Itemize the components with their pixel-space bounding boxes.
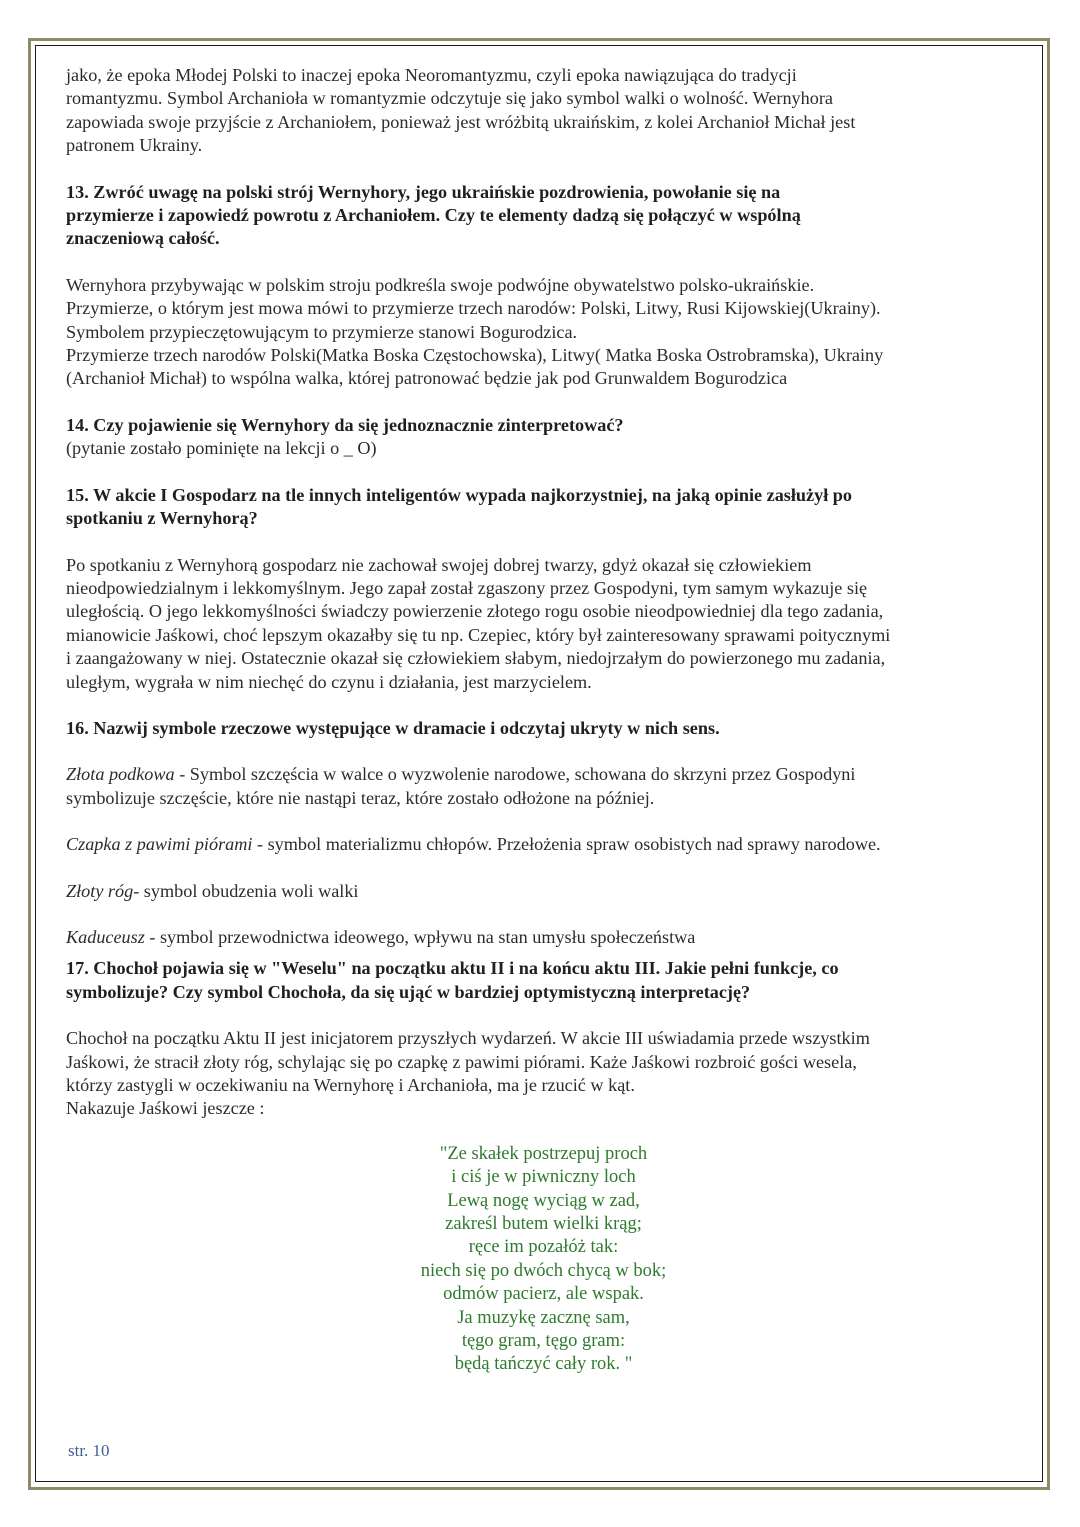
poem-line: niech się po dwóch chycą w bok; — [420, 1260, 667, 1281]
poem-line: Lewą nogę wyciąg w zad, — [447, 1190, 640, 1211]
text-line: zapowiada swoje przyjście z Archaniołem, ponieważ jest wróżbitą ukraińskim, z kolei Archanioł Michał jest — [66, 111, 856, 132]
text-line: mianowicie Jaśkowi, choć lepszym okazałby się tu np. Czepiec, który był zainteresowany sprawami poitycznymi — [66, 624, 891, 645]
text-line — [66, 763, 1021, 786]
question-line: symbolizuje? Czy symbol Chochoła, da się ująć w bardziej optymistyczną interpretację? — [66, 981, 751, 1002]
text-line — [66, 926, 1021, 949]
symbol-desc: - Symbol szczęścia w walce o wyzwolenie narodowe, schowana do skrzyni przez Gospodyni — [174, 764, 856, 785]
text-line — [66, 833, 1021, 856]
question-line: spotkaniu z Wernyhorą? — [66, 508, 258, 529]
text-line: którzy zastygli w oczekiwaniu na Wernyhorę i Archanioła, ma je rzucić w kąt. — [66, 1075, 635, 1095]
text-line: symbolizuje szczęście, które nie nastąpi teraz, które zostało odłożone na później. — [66, 787, 655, 808]
text-line: Wernyhora przybywając w polskim stroju podkreśla swoje podwójne obywatelstwo polsko-ukraińskie. — [66, 274, 815, 295]
symbol-item — [66, 880, 1021, 903]
text-line: Nakazuje Jaśkowi jeszcze : — [66, 1098, 265, 1119]
text-line: patronem Ukrainy. — [66, 135, 203, 156]
symbol-term: Złota podkowa — [66, 764, 175, 785]
question-line: znaczeniową całość. — [66, 228, 220, 249]
text-line — [66, 880, 1021, 903]
question-14-note: (pytanie zostało pominięte na lekcji o _ O) — [66, 438, 377, 459]
text-line: romantyzmu. Symbol Archanioła w romantyzmie odczytuje się jako symbol walki o wolność. Wernyhora — [66, 88, 833, 109]
text-line: Przymierze trzech narodów Polski(Matka Boska Częstochowska), Litwy( Matka Boska Ostrobramska), Ukrainy — [66, 345, 884, 366]
question-line: przymierze i zapowiedź powrotu z Archaniołem. Czy te elementy dadzą się połączyć w wspólną — [66, 205, 801, 226]
symbol-desc: - symbol materializmu chłopów. Przełożenia spraw osobistych nad sprawy narodowe. — [252, 834, 881, 855]
answer-13 — [66, 274, 1021, 391]
page-number: str. 10 — [68, 1441, 110, 1460]
question-16: 16. Nazwij symbole rzeczowe występujące w dramacie i odczytaj ukryty w nich sens. — [66, 717, 720, 738]
poem-line: zakreśl butem wielki krąg; — [445, 1214, 642, 1235]
text-line: uległym, wygrała w nim niechęć do czynu i działania, jest marzycielem. — [66, 671, 592, 692]
poem-line: odmów pacierz, ale wspak. — [443, 1284, 644, 1305]
document-body — [66, 64, 1021, 1377]
intro-paragraph — [66, 64, 1021, 158]
symbol-item — [66, 926, 1021, 949]
text-line: Chochoł na początku Aktu II jest inicjatorem przyszłych wydarzeń. W akcie III uświadamia przede wszystkim — [66, 1028, 870, 1049]
poem-line: ręce im pozałóż tak: — [468, 1237, 619, 1258]
poem-line: i ciś je w piwniczny loch — [451, 1167, 636, 1188]
question-14: 14. Czy pojawienie się Wernyhory da się jednoznacznie zinterpretować? — [66, 414, 624, 435]
answer-17 — [66, 1027, 1021, 1121]
symbol-item — [66, 763, 1021, 810]
text-line: Jaśkowi, że stracił złoty róg, schylając się po czapkę z pawimi piórami. Każe Jaśkowi rozbroić gości wesela, — [66, 1051, 857, 1072]
symbol-term: Złoty róg — [66, 880, 134, 901]
poem-line: Ja muzykę zacznę sam, — [457, 1307, 630, 1328]
symbol-term: Kaduceusz — [66, 926, 145, 947]
poem-line: "Ze skałek postrzepuj proch — [439, 1143, 648, 1164]
symbol-desc: - symbol obudzenia woli walki — [133, 880, 359, 901]
text-line: jako, że epoka Młodej Polski to inaczej epoka Neoromantyzmu, czyli epoka nawiązująca do tradycji — [66, 65, 797, 85]
poem-line: tęgo gram, tęgo gram: — [461, 1331, 626, 1352]
question-line: 17. Chochoł pojawia się w "Weselu" na początku aktu II i na końcu aktu III. Jakie pełni funkcje, co — [66, 958, 839, 979]
text-line: Po spotkaniu z Wernyhorą gospodarz nie zachował swojej dobrej twarzy, gdyż okazał się człowiekiem — [66, 554, 812, 575]
question-line: 15. W akcie I Gospodarz na tle innych inteligentów wypada najkorzystniej, na jaką opinie zasłużył po — [66, 484, 853, 505]
symbol-term: Czapka z pawimi piórami — [66, 834, 253, 855]
answer-15 — [66, 554, 1021, 694]
question-13 — [66, 181, 1021, 251]
text-line: i zaangażowany w niej. Ostatecznie okazał się człowiekiem słabym, niedojrzałym do powierzonego mu zadania, — [66, 648, 886, 669]
question-line: 13. Zwróć uwagę na polski strój Wernyhory, jego ukraińskie pozdrowienia, powołanie się na — [66, 181, 781, 202]
symbol-desc: - symbol przewodnictwa ideowego, wpływu na stan umysłu społeczeństwa — [144, 926, 696, 947]
text-line: uległością. O jego lekkomyślności świadczy powierzenie złotego rogu osobie nieodpowiedniej dla tego zadania, — [66, 601, 884, 622]
text-line: Przymierze, o którym jest mowa mówi to przymierze trzech narodów: Polski, Litwy, Rusi Kijowskiej(Ukrainy). — [66, 298, 881, 319]
text-line: (Archanioł Michał) to wspólna walka, której patronować będzie jak pod Grunwaldem Bogurodzica — [66, 368, 788, 389]
question-15 — [66, 484, 1021, 531]
poem-line: będą tańczyć cały rok. " — [454, 1354, 633, 1375]
text-line: Symbolem przypieczętowującym to przymierze stanowi Bogurodzica. — [66, 321, 578, 342]
question-17 — [66, 957, 1021, 1004]
poem-quote — [66, 1143, 1021, 1377]
text-line: nieodpowiedzialnym i lekkomyślnym. Jego zapał został zgaszony przez Gospodyni, tym samym wykazuje się — [66, 577, 868, 598]
symbol-item — [66, 833, 1021, 856]
